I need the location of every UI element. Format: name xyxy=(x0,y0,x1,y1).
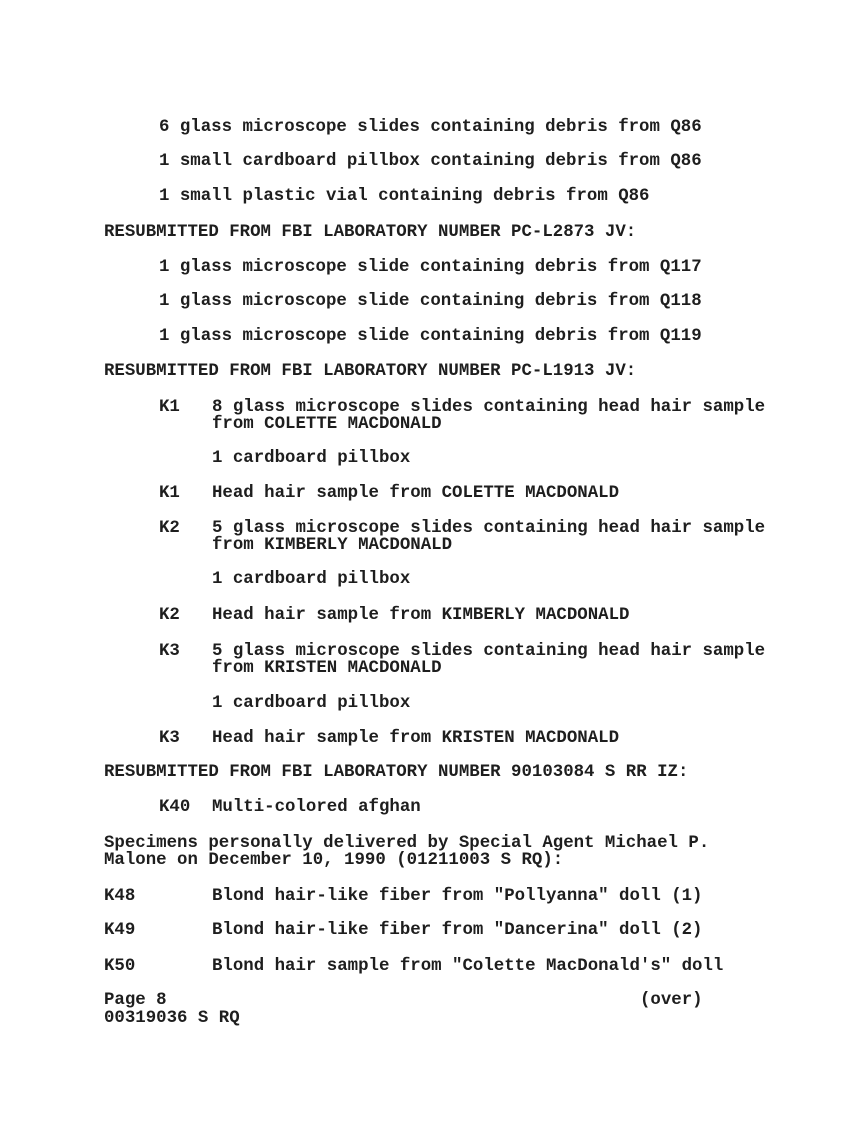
specimen-text: 5 glass microscope slides containing head hair sample xyxy=(212,642,766,661)
item-line: 1 small plastic vial containing debris from Q86 xyxy=(159,187,650,206)
specimen-label: K3 xyxy=(159,642,180,661)
specimen-label: K40 xyxy=(159,798,191,817)
item-line: 1 glass microscope slide containing debris from Q119 xyxy=(159,327,702,346)
specimen-label: K49 xyxy=(104,921,136,940)
item-line: 1 small cardboard pillbox containing debris from Q86 xyxy=(159,152,702,171)
specimen-text: 1 cardboard pillbox xyxy=(212,694,411,713)
specimen-text: from COLETTE MACDONALD xyxy=(212,415,442,434)
specimen-label: K1 xyxy=(159,484,180,503)
specimen-text: Multi-colored afghan xyxy=(212,798,421,817)
specimen-text: Blond hair-like fiber from "Pollyanna" doll (1) xyxy=(212,887,703,906)
specimen-label: K3 xyxy=(159,729,180,748)
delivery-paragraph: Specimens personally delivered by Special Agent Michael P. xyxy=(104,834,710,853)
specimen-label: K1 xyxy=(159,398,180,417)
delivery-paragraph: Malone on December 10, 1990 (01211003 S RQ): xyxy=(104,851,564,870)
section-heading: RESUBMITTED FROM FBI LABORATORY NUMBER PC-L2873 JV: xyxy=(104,223,637,242)
specimen-text: from KIMBERLY MACDONALD xyxy=(212,536,453,555)
section-heading: RESUBMITTED FROM FBI LABORATORY NUMBER PC-L1913 JV: xyxy=(104,362,637,381)
specimen-text: Blond hair-like fiber from "Dancerina" doll (2) xyxy=(212,921,703,940)
specimen-text: from KRISTEN MACDONALD xyxy=(212,659,442,678)
specimen-label: K48 xyxy=(104,887,136,906)
page-number: Page 8 xyxy=(104,991,167,1010)
item-line: 6 glass microscope slides containing debris from Q86 xyxy=(159,118,702,137)
specimen-text: Blond hair sample from "Colette MacDonald's" doll xyxy=(212,957,724,976)
item-line: 1 glass microscope slide containing debris from Q118 xyxy=(159,292,702,311)
file-number: 00319036 S RQ xyxy=(104,1009,240,1028)
specimen-text: 1 cardboard pillbox xyxy=(212,570,411,589)
specimen-text: Head hair sample from COLETTE MACDONALD xyxy=(212,484,620,503)
specimen-text: 1 cardboard pillbox xyxy=(212,449,411,468)
specimen-label: K2 xyxy=(159,519,180,538)
specimen-text: 5 glass microscope slides containing head hair sample xyxy=(212,519,766,538)
section-heading: RESUBMITTED FROM FBI LABORATORY NUMBER 90103084 S RR IZ: xyxy=(104,763,689,782)
over-note: (over) xyxy=(640,991,703,1010)
specimen-text: 8 glass microscope slides containing head hair sample xyxy=(212,398,766,417)
specimen-text: Head hair sample from KIMBERLY MACDONALD xyxy=(212,606,630,625)
specimen-label: K50 xyxy=(104,957,136,976)
specimen-label: K2 xyxy=(159,606,180,625)
item-line: 1 glass microscope slide containing debris from Q117 xyxy=(159,258,702,277)
specimen-text: Head hair sample from KRISTEN MACDONALD xyxy=(212,729,620,748)
